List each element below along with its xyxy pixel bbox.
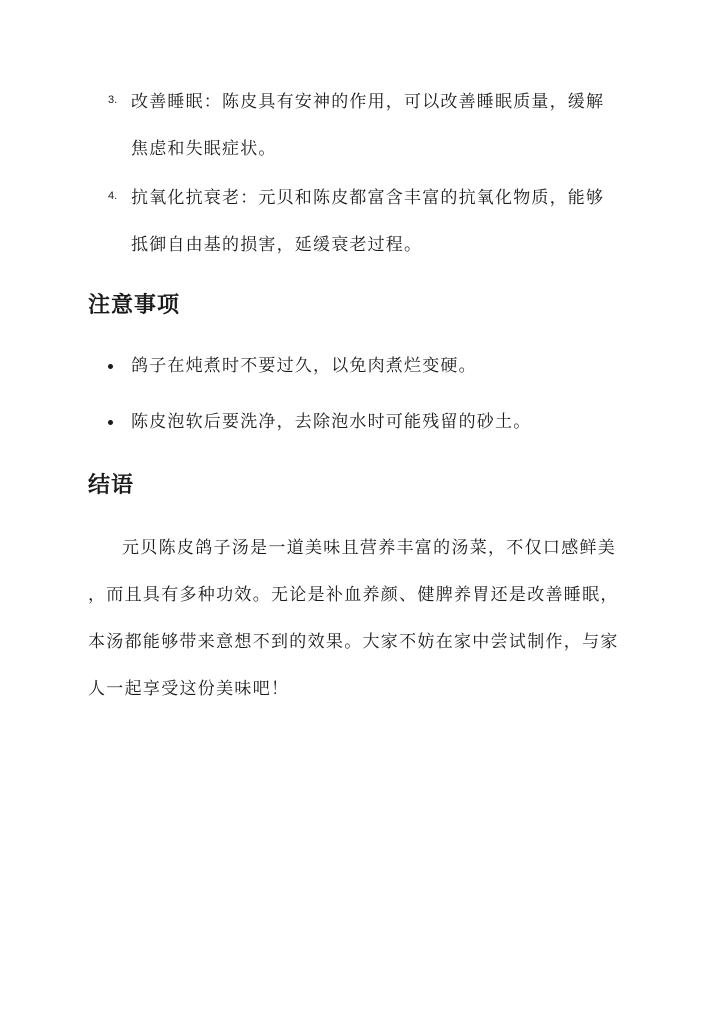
bullet-dot bbox=[108, 420, 113, 425]
list-item-text bbox=[131, 187, 628, 256]
list-item bbox=[108, 187, 628, 256]
paragraph-line: 人一起享受这份美味吧！ bbox=[88, 679, 290, 699]
list-marker: 4. bbox=[108, 190, 118, 202]
bullet-dot bbox=[108, 364, 113, 369]
section-title-precautions: 注意事项 bbox=[88, 292, 181, 318]
list-item bbox=[108, 91, 628, 160]
conclusion-paragraph bbox=[88, 537, 633, 700]
list-item-text bbox=[131, 91, 628, 160]
list-item-line: 焦虑和失眠症状。 bbox=[131, 139, 277, 159]
paragraph-line: 元贝陈皮鸽子汤是一道美味且营养丰富的汤菜，不仅口感鲜美 bbox=[122, 538, 617, 558]
list-item-line: 抗氧化抗衰老：元贝和陈皮都富含丰富的抗氧化物质，能够 bbox=[131, 188, 605, 208]
list-item-line: 抵御自由基的损害，延缓衰老过程。 bbox=[131, 235, 423, 255]
paragraph-line: 本汤都能够带来意想不到的效果。大家不妨在家中尝试制作，与家 bbox=[88, 632, 619, 652]
bullet-item bbox=[108, 411, 628, 433]
bullet-item bbox=[108, 355, 628, 377]
bullet-text: 鸽子在炖煮时不要过久，以免肉煮烂变硬。 bbox=[131, 356, 477, 376]
bullet-text: 陈皮泡软后要洗净，去除泡水时可能残留的砂土。 bbox=[131, 412, 532, 432]
list-marker: 3. bbox=[108, 94, 118, 106]
list-item-line: 改善睡眠：陈皮具有安神的作用，可以改善睡眠质量，缓解 bbox=[131, 92, 605, 112]
paragraph-line: ，而且具有多种功效。无论是补血养颜、健脾养胃还是改善睡眠， bbox=[88, 585, 619, 605]
section-title-conclusion: 结语 bbox=[88, 472, 135, 498]
